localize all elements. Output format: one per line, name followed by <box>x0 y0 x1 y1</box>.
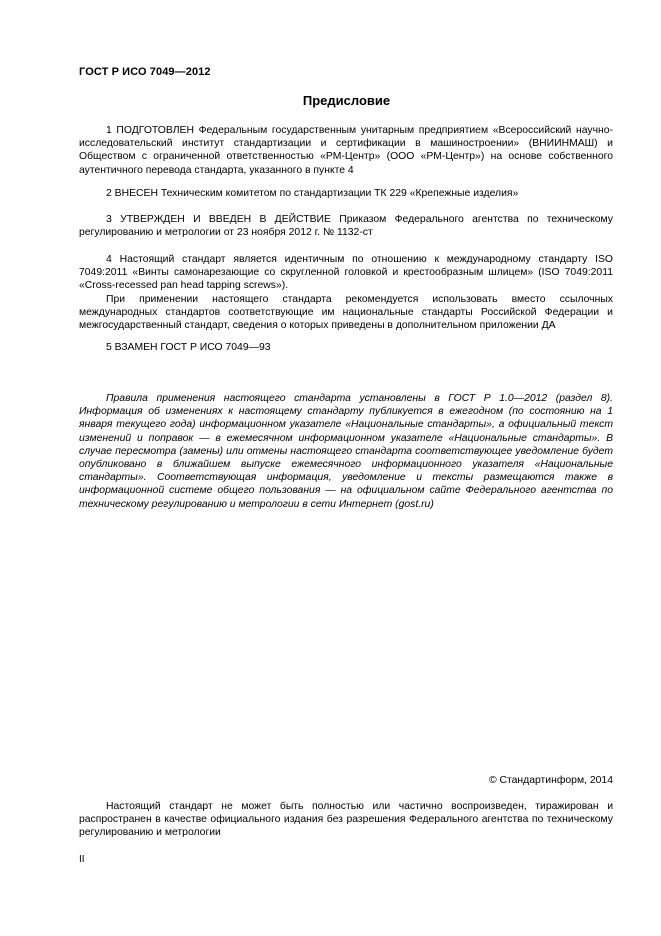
paragraph-reference-standards: При применении настоящего стандарта рекомендуется использовать вместо ссылочных международных стандартов соответствующие им национальные стандарты Российской Федерации и межгосударственный стандарт, сведения о которых приведены в дополнительном приложении ДА <box>79 293 613 332</box>
paragraph-3-block <box>79 213 613 239</box>
paragraph-prepared-by: 1 ПОДГОТОВЛЕН Федеральным государственным унитарным предприятием «Всероссийский научно-исследовательский институт стандартизации и сертификации в машиностроении» (ВНИИНМАШ) и Обществом с ограниченной ответственностью «РМ-Центр» (ООО «РМ-Центр») на основе собственного аутентичного перевода стандарта, указанного в пункте 4 <box>79 125 613 176</box>
reproduction-notice-block <box>79 800 613 840</box>
paragraph-2-block <box>79 187 613 200</box>
paragraph-5-block <box>79 341 613 354</box>
paragraph-identical-standard: 4 Настоящий стандарт является идентичным по отношению к международному стандарту ISO 7049:2011 «Винты самонарезающие со скругленной головкой и крестообразным шлицем» (ISO 7049:2011 «Cross-recessed pan head tapping screws»). <box>79 254 613 292</box>
page-number: II <box>79 854 85 865</box>
paragraph-1-block <box>79 124 613 177</box>
paragraph-submitted-by: 2 ВНЕСЕН Техническим комитетом по стандартизации ТК 229 «Крепежные изделия» <box>106 188 519 199</box>
paragraph-4-block <box>79 253 613 332</box>
page-title: Предисловие <box>302 93 391 108</box>
document-code-header: ГОСТ Р ИСО 7049—2012 <box>79 66 211 78</box>
reproduction-notice: Настоящий стандарт не может быть полностью или частично воспроизведен, тиражирован и распространен в качестве официального издания без разрешения Федерального агентства по техническому регулированию и метрологии <box>79 801 613 839</box>
copyright-line: © Стандартинформ, 2014 <box>488 775 613 786</box>
application-rules-notice: Правила применения настоящего стандарта установлены в ГОСТ Р 1.0—2012 (раздел 8). Информация об изменениях к настоящему стандарту публикуется в ежегодном (по состоянию на 1 января текущего года) информационном указателе «Национальные стандарты», а официальный текст изменений и поправок — в ежемесячном информационном указателе «Национальные стандарты». В случае пересмотра (замены) или отмены настоящего стандарта соответствующее уведомление будет опубликовано в ближайшем выпуске ежемесячного информационного указателя «Национальные стандарты». Соответствующая информация, уведомление и тексты размещаются также в информационной системе общего пользования — на официальном сайте Федерального агентства по техническому регулированию и метрологии в сети Интернет (gost.ru) <box>79 393 613 510</box>
paragraph-approved: 3 УТВЕРЖДЕН И ВВЕДЕН В ДЕЙСТВИЕ Приказом Федерального агентства по техническому регулированию и метрологии от 23 ноября 2012 г. № 1132-ст <box>79 214 613 239</box>
notice-block <box>79 392 613 511</box>
paragraph-replaces: 5 ВЗАМЕН ГОСТ Р ИСО 7049—93 <box>106 342 271 353</box>
